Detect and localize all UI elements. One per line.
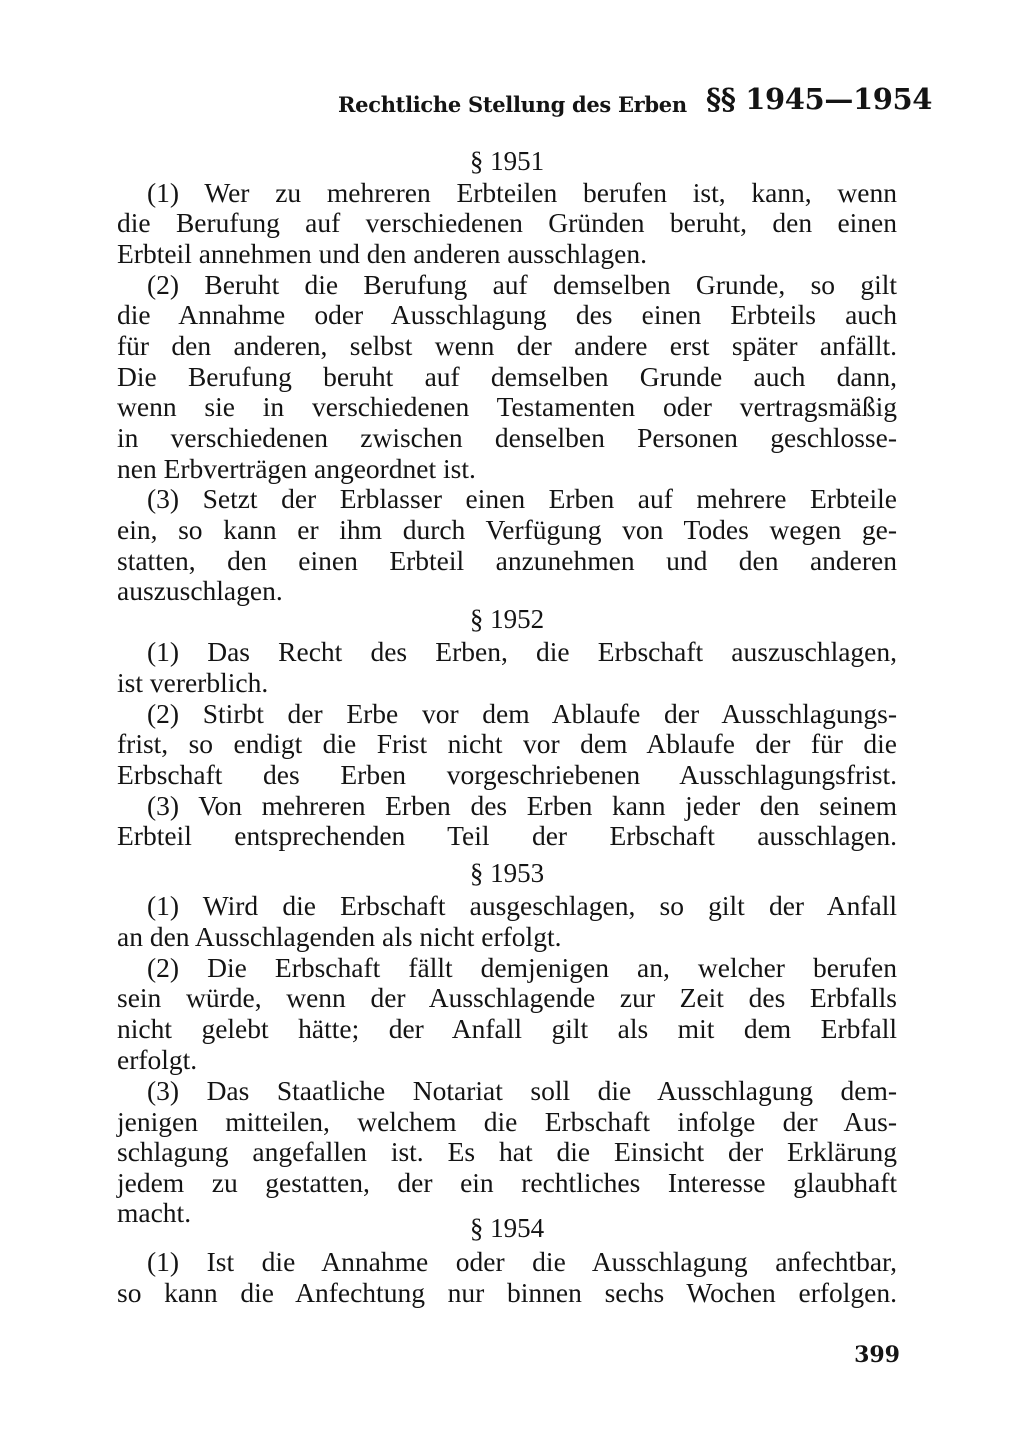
header-title: Rechtliche Stellung des Erben bbox=[338, 92, 687, 117]
text-line: ist vererblich. bbox=[117, 667, 269, 698]
text-line: jenigen mitteilen, welchem die Erbschaft infolge der Aus- bbox=[117, 1106, 897, 1137]
text-line: (1) Wer zu mehreren Erbteilen berufen ist, kann, wenn bbox=[147, 177, 897, 208]
text-line: wenn sie in verschiedenen Testamenten oder vertragsmäßig bbox=[117, 391, 897, 422]
text-line: nen Erbverträgen angeordnet ist. bbox=[117, 453, 476, 484]
text-line: (1) Wird die Erbschaft ausgeschlagen, so gilt der Anfall bbox=[147, 890, 897, 921]
text-line: nicht gelebt hätte; der Anfall gilt als mit dem Erbfall bbox=[117, 1013, 897, 1044]
text-line: (2) Die Erbschaft fällt demjenigen an, welcher berufen bbox=[147, 952, 897, 983]
text-line: sein würde, wenn der Ausschlagende zur Zeit des Erbfalls bbox=[117, 982, 897, 1013]
text-line: erfolgt. bbox=[117, 1044, 198, 1075]
text-line: frist, so endigt die Frist nicht vor dem Ablaufe der für die bbox=[117, 728, 897, 759]
page-number: 399 bbox=[854, 1342, 900, 1368]
section-heading-1954: § 1954 bbox=[469, 1213, 545, 1243]
section-heading-1952: § 1952 bbox=[469, 604, 545, 634]
text-line: (3) Setzt der Erblasser einen Erben auf mehrere Erbteile bbox=[147, 483, 897, 514]
text-line: (1) Ist die Annahme oder die Ausschlagung anfechtbar, bbox=[147, 1246, 897, 1277]
section-heading-1953: § 1953 bbox=[469, 858, 545, 888]
text-line: (2) Beruht die Berufung auf demselben Grunde, so gilt bbox=[147, 269, 897, 300]
text-line: (3) Von mehreren Erben des Erben kann jeder den seinem bbox=[147, 790, 897, 821]
text-line: in verschiedenen zwischen denselben Personen geschlosse- bbox=[117, 422, 897, 453]
text-line: jedem zu gestatten, der ein rechtliches Interesse glaubhaft bbox=[117, 1167, 897, 1198]
text-line: Die Berufung beruht auf demselben Grunde auch dann, bbox=[117, 361, 897, 392]
running-header bbox=[338, 82, 933, 118]
text-line: (2) Stirbt der Erbe vor dem Ablaufe der Ausschlagungs- bbox=[147, 698, 897, 729]
text-line: auszuschlagen. bbox=[117, 575, 283, 606]
text-line: (1) Das Recht des Erben, die Erbschaft auszuschlagen, bbox=[147, 636, 897, 667]
text-line: macht. bbox=[117, 1197, 192, 1228]
text-line: ein, so kann er ihm durch Verfügung von Todes wegen ge- bbox=[117, 514, 897, 545]
text-line: die Annahme oder Ausschlagung des einen Erbteils auch bbox=[117, 299, 897, 330]
text-line: für den anderen, selbst wenn der andere erst später anfällt. bbox=[117, 330, 897, 361]
text-line: (3) Das Staatliche Notariat soll die Ausschlagung dem- bbox=[147, 1075, 897, 1106]
section-heading-1951: § 1951 bbox=[469, 146, 545, 176]
text-line: an den Ausschlagenden als nicht erfolgt. bbox=[117, 921, 562, 952]
text-line: Erbschaft des Erben vorgeschriebenen Ausschlagungsfrist. bbox=[117, 759, 897, 790]
text-line: Erbteil annehmen und den anderen ausschlagen. bbox=[117, 238, 647, 269]
text-line: so kann die Anfechtung nur binnen sechs Wochen erfolgen. bbox=[117, 1277, 897, 1308]
text-line: schlagung angefallen ist. Es hat die Einsicht der Erklärung bbox=[117, 1136, 897, 1167]
text-line: Erbteil entsprechenden Teil der Erbschaft ausschlagen. bbox=[117, 820, 897, 851]
text-line: die Berufung auf verschiedenen Gründen beruht, den einen bbox=[117, 207, 897, 238]
header-section-range: §§ 1945—1954 bbox=[706, 82, 933, 116]
text-line: statten, den einen Erbteil anzunehmen und den anderen bbox=[117, 545, 897, 576]
